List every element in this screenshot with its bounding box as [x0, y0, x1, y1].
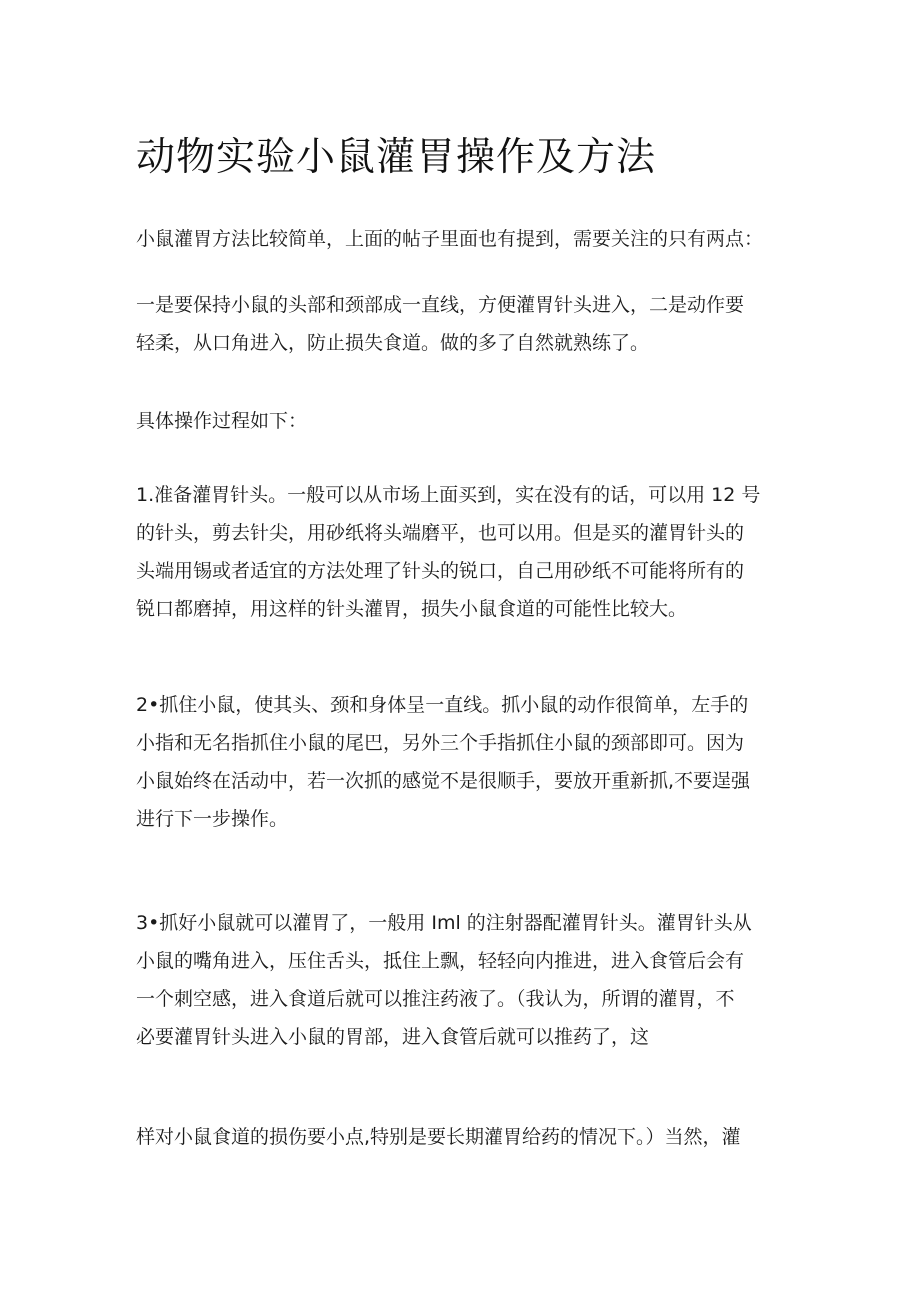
text-line: 小鼠的嘴角进入，压住舌头，抵住上飘，轻轻向内推进，进入食管后会有 — [136, 950, 745, 972]
text-line: 1.准备灌胃针头。一般可以从市场上面买到，实在没有的话，可以用 12 号 — [136, 484, 761, 506]
paragraph-procedure-heading — [136, 402, 792, 440]
paragraph-step-3 — [136, 904, 792, 1056]
paragraph-intro — [136, 220, 792, 258]
paragraph-step-3-continued — [136, 1118, 792, 1156]
paragraph-step-2 — [136, 686, 792, 838]
text-line: 具体操作过程如下： — [136, 410, 308, 432]
text-line: 锐口都磨掉，用这样的针头灌胃，损失小鼠食道的可能性比较大。 — [136, 598, 688, 620]
paragraph-step-1 — [136, 476, 792, 628]
text-line: 2•抓住小鼠，使其头、颈和身体呈一直线。抓小鼠的动作很简单，左手的 — [136, 694, 749, 716]
text-line: 一个刺空感，进入食道后就可以推注药液了。（我认为，所谓的灌胃，不 — [136, 988, 735, 1010]
text-line: 小指和无名指抓住小鼠的尾巴，另外三个手指抓住小鼠的颈部即可。因为 — [136, 732, 745, 754]
text-line: 小鼠灌胃方法比较简单，上面的帖子里面也有提到，需要关注的只有两点： — [136, 228, 764, 250]
document-title: 动物实验小鼠灌胃操作及方法 — [136, 135, 657, 180]
text-line: 进行下一步操作。 — [136, 808, 289, 830]
text-line: 头端用锡或者适宜的方法处理了针头的锐口，自己用砂纸不可能将所有的 — [136, 560, 745, 582]
text-line: 一是要保持小鼠的头部和颈部成一直线，方便灌胃针头进入，二是动作要 — [136, 294, 745, 316]
text-line: 的针头，剪去针尖，用砂纸将头端磨平，也可以用。但是买的灌胃针头的 — [136, 522, 745, 544]
text-line: 必要灌胃针头进入小鼠的胃部，进入食管后就可以推药了，这 — [136, 1026, 650, 1048]
text-line: 轻柔，从口角进入，防止损失食道。做的多了自然就熟练了。 — [136, 332, 650, 354]
paragraph-key-points — [136, 286, 792, 362]
text-line: 3•抓好小鼠就可以灌胃了，一般用 Iml 的注射器配灌胃针头。灌胃针头从 — [136, 912, 752, 934]
text-line: 小鼠始终在活动中，若一次抓的感觉不是很顺手，要放开重新抓,不要逞强 — [136, 770, 751, 792]
text-line: 样对小鼠食道的损伤要小点,特别是要长期灌胃给药的情况下。）当然，灌 — [136, 1126, 741, 1148]
